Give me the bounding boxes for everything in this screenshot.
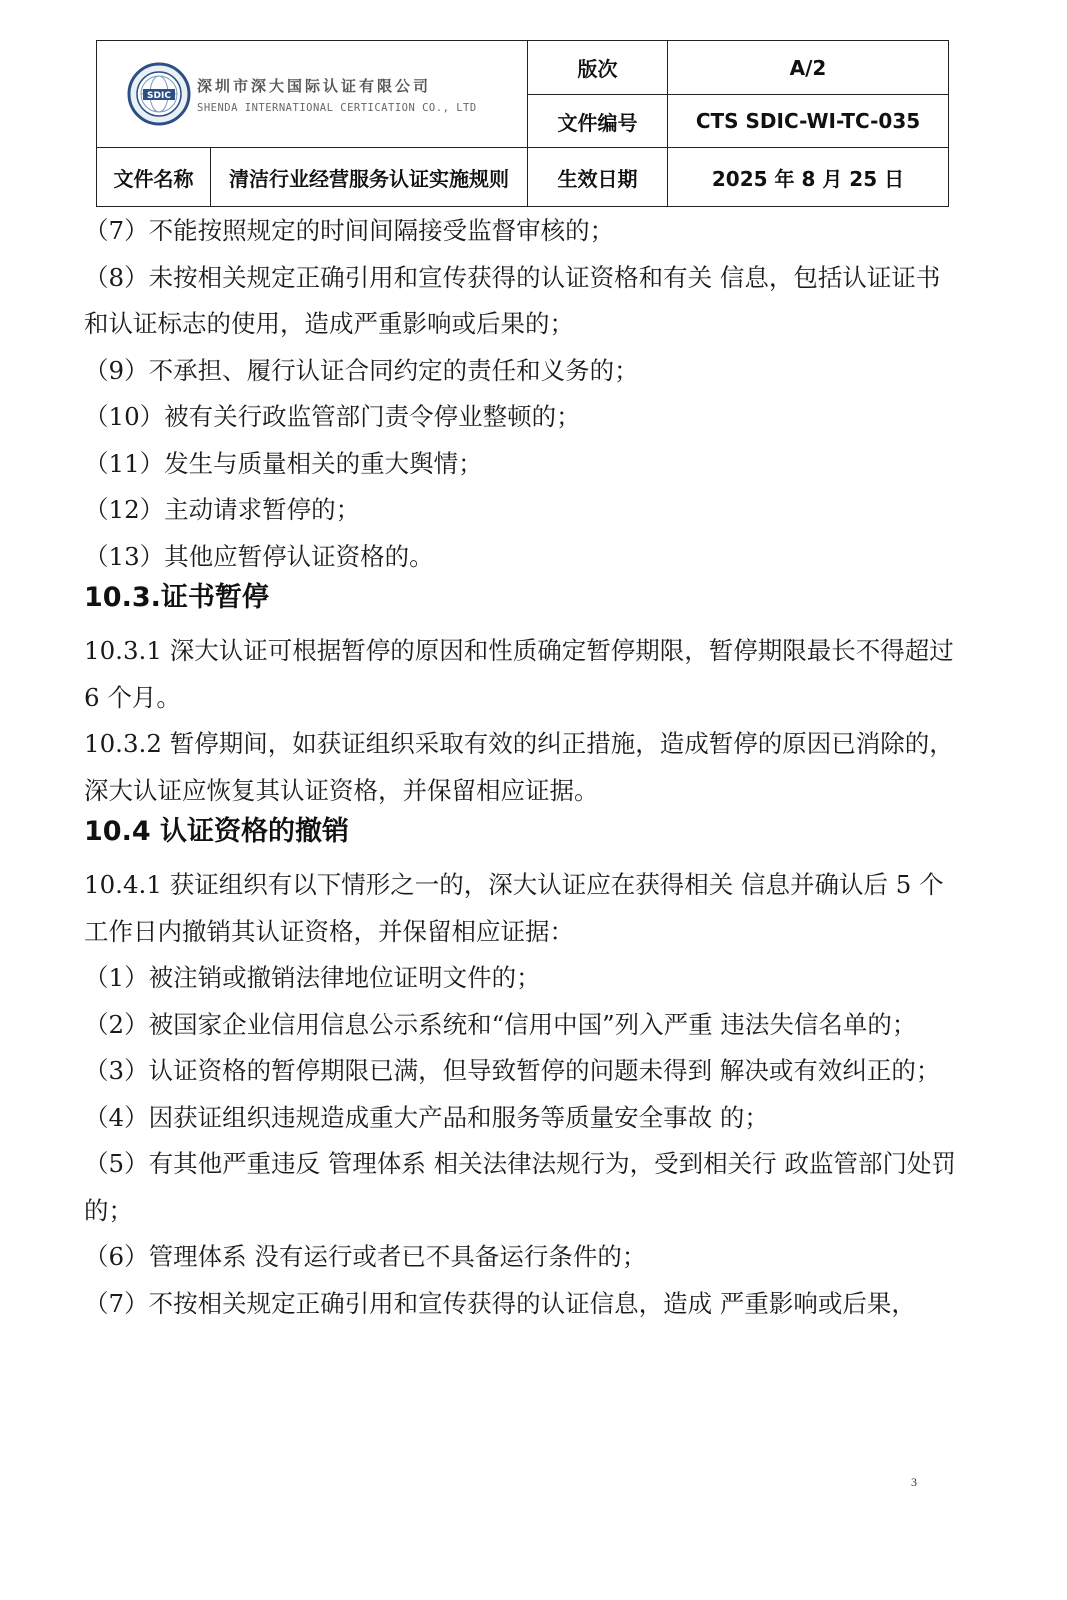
company-logo-cell xyxy=(97,41,528,148)
section-heading: 10.3.证书暂停 xyxy=(84,582,269,613)
doc-number-label: 文件编号 xyxy=(528,95,668,148)
version-label: 版次 xyxy=(528,41,668,95)
company-seal-logo xyxy=(127,62,191,126)
clause-paragraph: 10.3.2 暂停期间，如获证组织采取有效的纠正措施，造成暂停的原因已消除的，深大认证应恢复其认证资格，并保留相应证据。 xyxy=(84,729,954,805)
clause-item: （13）其他应暂停认证资格的。 xyxy=(84,541,434,571)
version-value: A/2 xyxy=(668,41,949,95)
clause-item: （4）因获证组织违规造成重大产品和服务等质量安全事故 的； xyxy=(84,1102,769,1132)
clause-item: （1）被注销或撤销法律地位证明文件的； xyxy=(84,963,541,992)
clause-item: （9）不承担、履行认证合同约定的责任和义务的； xyxy=(84,355,639,385)
clause-item: （12）主动请求暂停的； xyxy=(84,495,361,524)
clause-item: （8）未按相关规定正确引用和宣传获得的认证资格和有关 信息，包括认证证书和认证标志的使用，造成严重影响或后果的； xyxy=(84,262,941,338)
document-header-table xyxy=(96,40,949,207)
effective-date-value: 2025 年 8 月 25 日 xyxy=(668,148,949,207)
clause-item: （7）不按相关规定正确引用和宣传获得的认证信息，造成 严重影响或后果， xyxy=(84,1288,916,1318)
clause-item: （2）被国家企业信用信息公示系统和“信用中国”列入严重 违法失信名单的； xyxy=(84,1009,917,1039)
clause-item: （6）管理体系 没有运行或者已不具备运行条件的； xyxy=(84,1242,647,1271)
clause-item: （3）认证资格的暂停期限已满，但导致暂停的问题未得到 解决或有效纠正的； xyxy=(84,1056,941,1085)
clause-paragraph: 10.3.1 深大认证可根据暂停的原因和性质确定暂停期限，暂停期限最长不得超过 6 个月。 xyxy=(84,636,954,712)
clause-item: （11）发生与质量相关的重大舆情； xyxy=(84,448,483,478)
page-number: 3 xyxy=(911,1475,917,1489)
company-name-cn: 深圳市深大国际认证有限公司 xyxy=(197,76,432,95)
doc-name-label: 文件名称 xyxy=(97,148,211,207)
clause-item: （5）有其他严重违反 管理体系 相关法律法规行为，受到相关行 政监管部门处罚的； xyxy=(84,1149,956,1225)
doc-name-value: 清洁行业经营服务认证实施规则 xyxy=(211,148,528,207)
clause-paragraph: 10.4.1 获证组织有以下情形之一的，深大认证应在获得相关 信息并确认后 5 个工作日内撤销其认证资格，并保留相应证据： xyxy=(84,870,944,946)
clause-item: （10）被有关行政监管部门责令停业整顿的； xyxy=(84,402,581,431)
logo-text: SDIC xyxy=(147,91,171,101)
clause-item: （7）不能按照规定的时间间隔接受监督审核的； xyxy=(84,216,615,245)
doc-number-value: CTS SDIC-WI-TC-035 xyxy=(668,95,949,148)
effective-date-label: 生效日期 xyxy=(528,148,668,207)
company-name-en: SHENDA INTERNATIONAL CERTICATION CO., LTD xyxy=(197,101,477,114)
document-body xyxy=(84,208,964,1327)
section-heading: 10.4 认证资格的撤销 xyxy=(84,816,350,847)
